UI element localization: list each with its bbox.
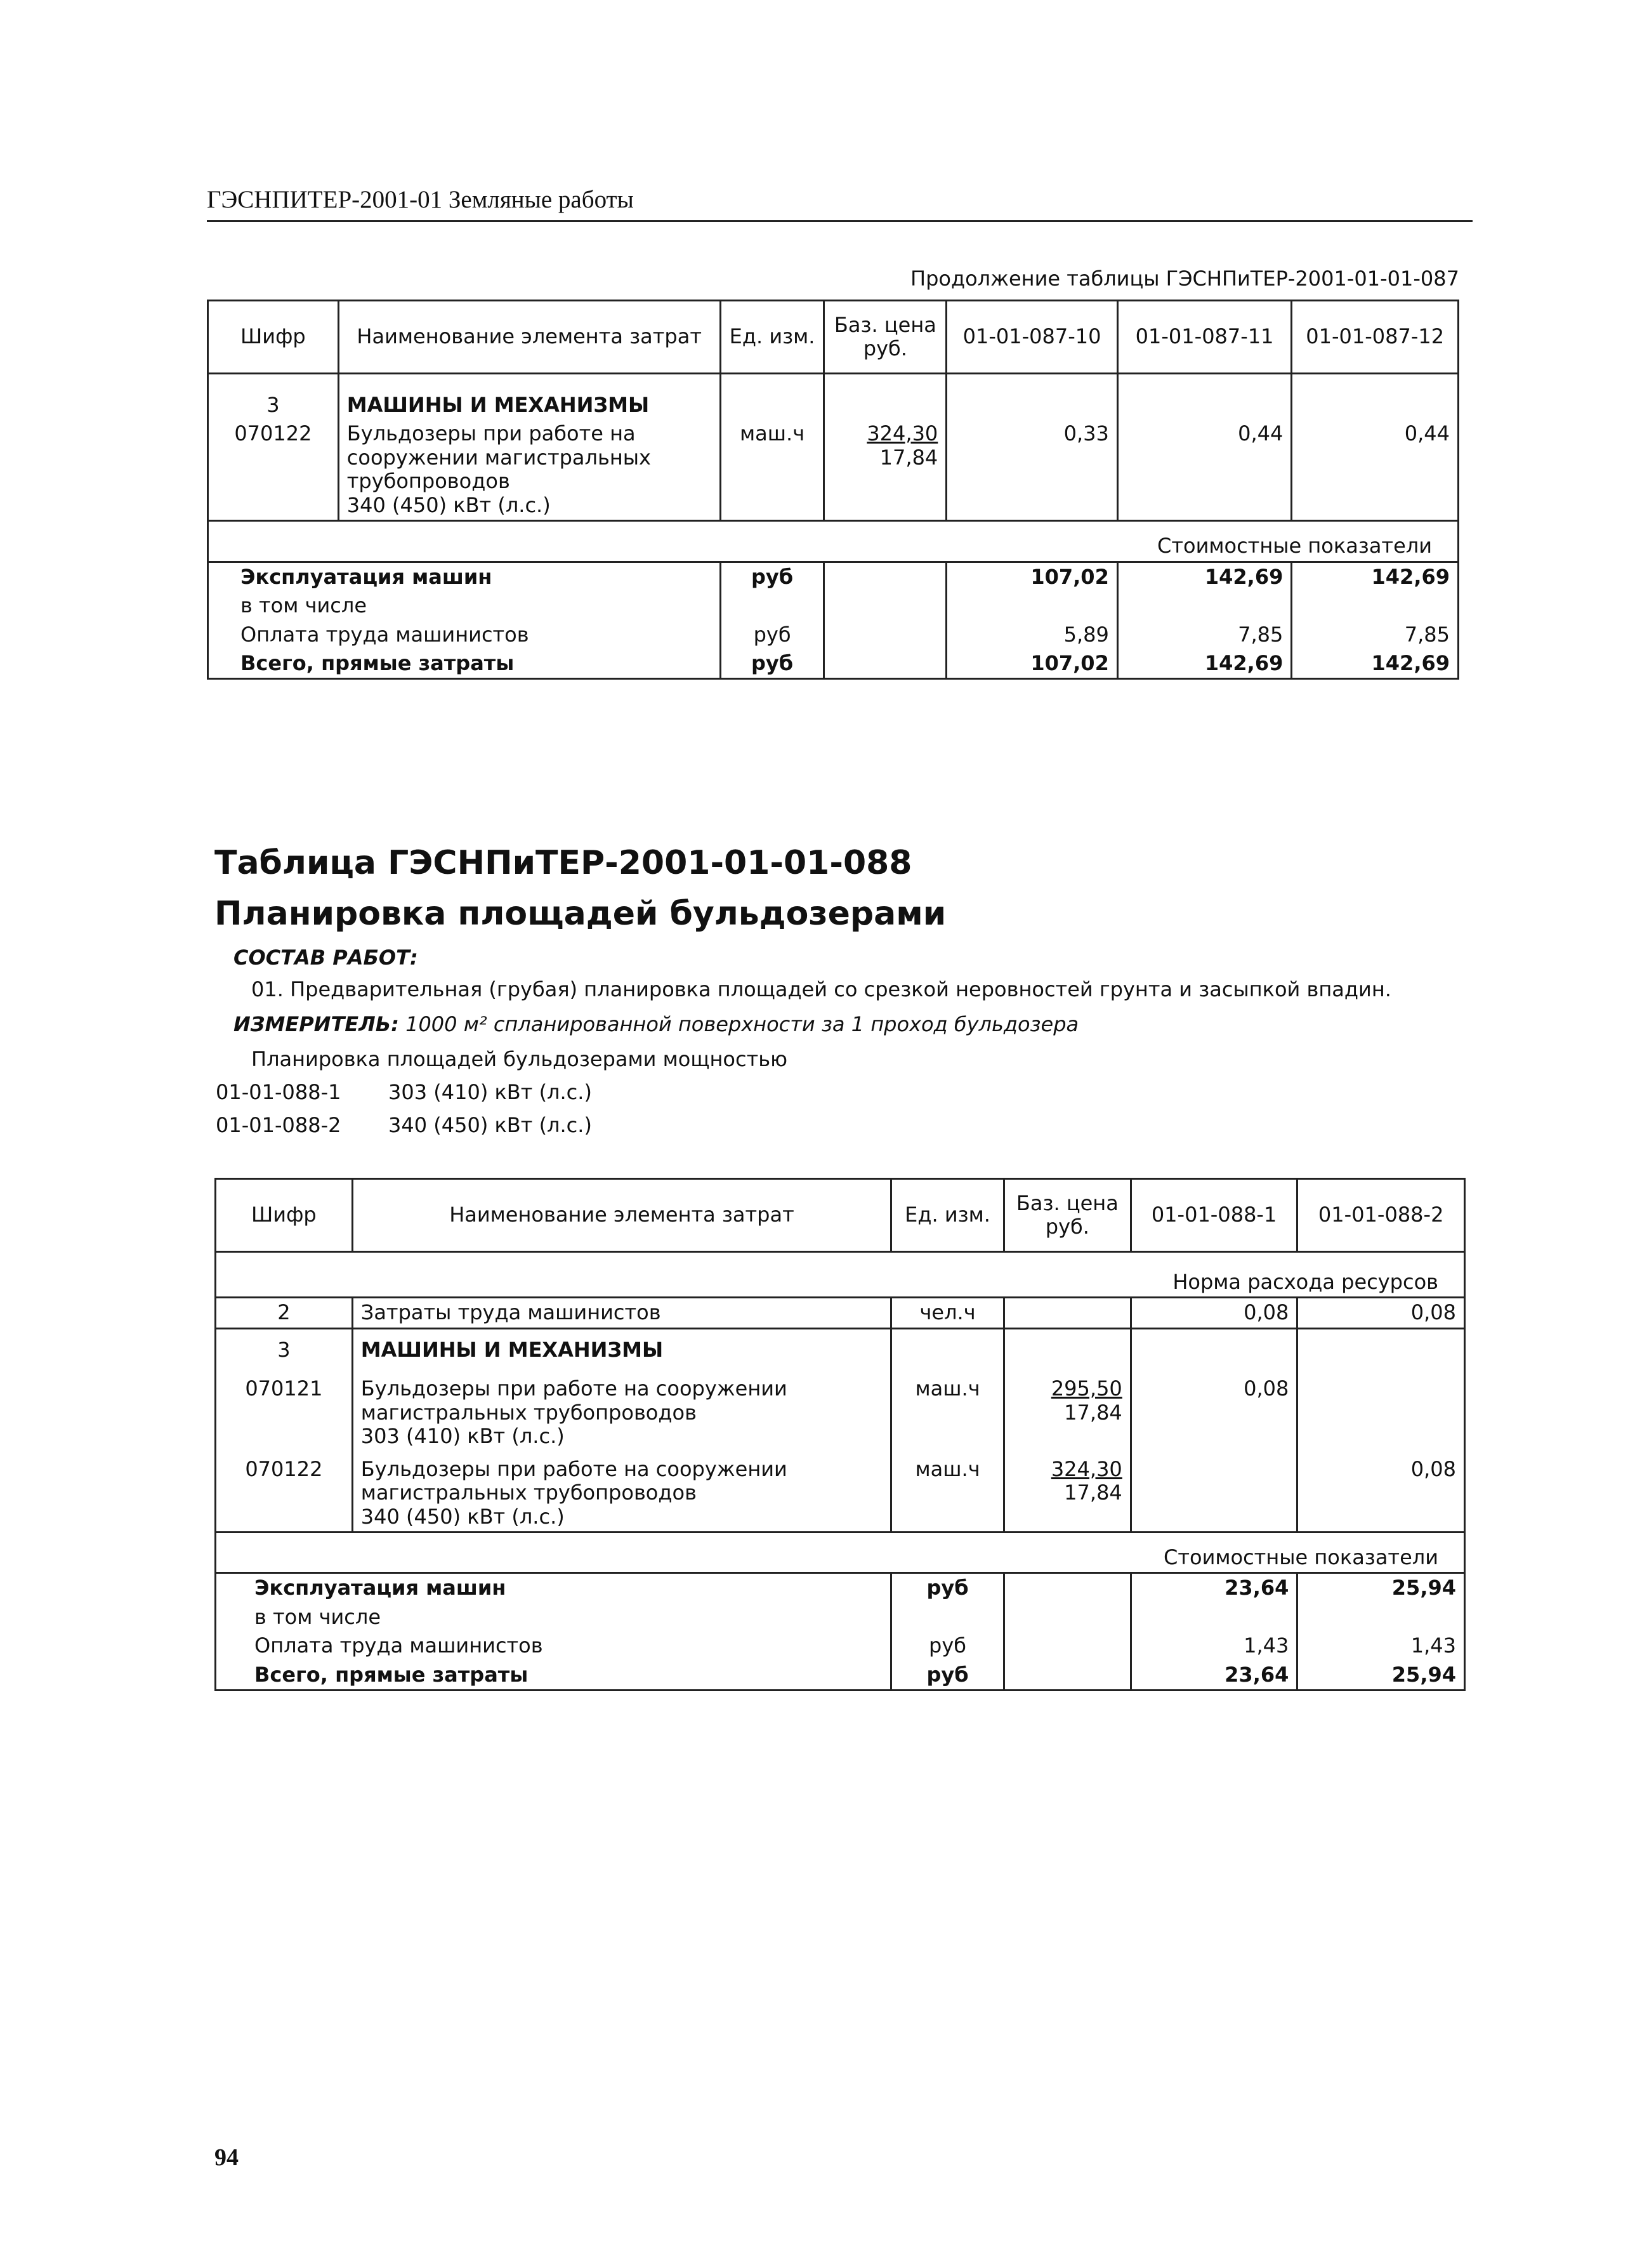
table-row [208, 419, 1459, 520]
resource-name-cell [352, 1364, 891, 1451]
cost-unit: руб [891, 1632, 1004, 1660]
column-header: Баз. цена руб. [1004, 1179, 1131, 1252]
table-continuation-caption: Продолжение таблицы ГЭСНПиТЕР-2001-01-01-087 [910, 267, 1459, 291]
section-row [208, 374, 1459, 420]
section-title: МАШИНЫ И МЕХАНИЗМЫ [352, 1328, 891, 1364]
value-cell: 0,33 [947, 419, 1118, 520]
resource-unit: маш.ч [891, 1364, 1004, 1451]
cost-value: 107,02 [947, 562, 1118, 591]
cost-label-row [208, 521, 1459, 562]
cost-indicators-label: Стоимостные показатели [216, 1532, 1465, 1572]
cost-name: в том числе [216, 1603, 891, 1632]
column-header: 01-01-087-10 [947, 301, 1118, 374]
column-header: 01-01-087-12 [1292, 301, 1459, 374]
resource-name-cell [338, 419, 720, 520]
resource-code: 070121 [216, 1364, 353, 1451]
cost-value: 1,43 [1297, 1632, 1465, 1660]
cost-value: 142,69 [1117, 649, 1292, 679]
cost-value: 142,69 [1117, 562, 1292, 591]
cost-name: Всего, прямые затраты [208, 649, 721, 679]
column-header: 01-01-088-2 [1297, 1179, 1465, 1252]
meter-text: 1000 м² спланированной поверхности за 1 проход бульдозера [405, 1012, 1079, 1036]
cost-value: 7,85 [1117, 621, 1292, 649]
value-cell: 0,08 [1297, 1298, 1465, 1328]
cost-value: 1,43 [1131, 1632, 1297, 1660]
resource-code: 070122 [216, 1451, 353, 1533]
value-cell: 0,44 [1117, 419, 1292, 520]
norm-label-row [216, 1252, 1465, 1298]
running-header: ГЭСНПИТЕР-2001-01 Земляные работы [207, 185, 1473, 222]
resource-name: Бульдозеры при работе на сооружении магистральных трубопроводов [360, 1376, 787, 1425]
resource-power: 303 (410) кВт (л.с.) [360, 1424, 565, 1449]
table-header-row [208, 301, 1459, 374]
column-header: Шифр [208, 301, 339, 374]
cost-unit: руб [891, 1661, 1004, 1691]
cost-row [216, 1632, 1465, 1660]
value-cell [1131, 1451, 1297, 1533]
resource-price-cell [1004, 1451, 1131, 1533]
resource-table-088 [214, 1178, 1466, 1691]
cost-value: 107,02 [947, 649, 1118, 679]
cost-row [208, 562, 1459, 591]
resource-name: Бульдозеры при работе на сооружении магистральных трубопроводов [346, 421, 651, 494]
resource-price: 295,50 [1051, 1376, 1122, 1401]
resource-unit: маш.ч [720, 419, 824, 520]
column-header: 01-01-087-11 [1117, 301, 1292, 374]
section-code: 3 [216, 1328, 353, 1364]
value-cell: 0,08 [1131, 1364, 1297, 1451]
cost-indicators-label: Стоимостные показатели [208, 521, 1459, 562]
column-header: Баз. цена руб. [824, 301, 947, 374]
table-subtitle: Планировка площадей бульдозерами [214, 895, 947, 933]
variant-code: 01-01-088-1 [216, 1080, 341, 1104]
meter-label: ИЗМЕРИТЕЛЬ: [233, 1012, 399, 1036]
value-cell [1297, 1364, 1465, 1451]
resource-power: 340 (450) кВт (л.с.) [360, 1504, 565, 1529]
labor-name: Затраты труда машинистов [352, 1298, 891, 1328]
column-header: Ед. изм. [720, 301, 824, 374]
cost-name: Оплата труда машинистов [208, 621, 721, 649]
cost-value: 142,69 [1292, 562, 1459, 591]
column-header: Ед. изм. [891, 1179, 1004, 1252]
resource-price-secondary: 17,84 [1064, 1400, 1122, 1425]
section-title: МАШИНЫ И МЕХАНИЗМЫ [338, 374, 720, 420]
cost-name: Оплата труда машинистов [216, 1632, 891, 1660]
table-title: Таблица ГЭСНПиТЕР-2001-01-01-088 [214, 844, 912, 882]
cost-label-row [216, 1532, 1465, 1572]
table-row [216, 1364, 1465, 1451]
work-item: 01. Предварительная (грубая) планировка площадей со срезкой неровностей грунта и засыпкой впадин. [251, 977, 1391, 1001]
resource-price-cell [1004, 1364, 1131, 1451]
column-header: Наименование элемента затрат [352, 1179, 891, 1252]
page-number: 94 [214, 2144, 239, 2171]
resource-name-cell [352, 1451, 891, 1533]
variant-text: 340 (450) кВт (л.с.) [388, 1113, 592, 1137]
value-cell: 0,08 [1131, 1298, 1297, 1328]
composition-label: СОСТАВ РАБОТ: [233, 946, 418, 970]
cost-value: 23,64 [1131, 1573, 1297, 1603]
cost-unit: руб [891, 1573, 1004, 1603]
resource-name: Бульдозеры при работе на сооружении магистральных трубопроводов [360, 1456, 787, 1505]
table-row [216, 1451, 1465, 1533]
cost-value: 25,94 [1297, 1661, 1465, 1691]
labor-unit: чел.ч [891, 1298, 1004, 1328]
resource-power: 340 (450) кВт (л.с.) [346, 492, 551, 517]
cost-name: Всего, прямые затраты [216, 1661, 891, 1691]
resource-price-secondary: 17,84 [1064, 1480, 1122, 1505]
cost-unit: руб [720, 649, 824, 679]
resource-price: 324,30 [1051, 1456, 1122, 1481]
variant-code: 01-01-088-2 [216, 1113, 341, 1137]
section-code: 3 [208, 374, 339, 420]
labor-code: 2 [216, 1298, 353, 1328]
cost-value: 7,85 [1292, 621, 1459, 649]
cost-row [216, 1661, 1465, 1691]
resource-unit: маш.ч [891, 1451, 1004, 1533]
value-cell: 0,44 [1292, 419, 1459, 520]
section-row [216, 1328, 1465, 1364]
column-header: Шифр [216, 1179, 353, 1252]
cost-row [208, 621, 1459, 649]
variant-line [216, 1113, 592, 1137]
cost-name: Эксплуатация машин [216, 1573, 891, 1603]
variants-intro: Планировка площадей бульдозерами мощностью [251, 1047, 787, 1071]
cost-row [216, 1573, 1465, 1603]
cost-unit: руб [720, 621, 824, 649]
value-cell: 0,08 [1297, 1451, 1465, 1533]
cost-value: 23,64 [1131, 1661, 1297, 1691]
cost-value: 142,69 [1292, 649, 1459, 679]
resource-code: 070122 [208, 419, 339, 520]
cost-name: Эксплуатация машин [208, 562, 721, 591]
table-header-row [216, 1179, 1465, 1252]
variant-text: 303 (410) кВт (л.с.) [388, 1080, 592, 1104]
resource-price-secondary: 17,84 [879, 445, 938, 470]
cost-row [216, 1603, 1465, 1632]
cost-unit: руб [720, 562, 824, 591]
cost-value: 5,89 [947, 621, 1118, 649]
variant-line [216, 1080, 592, 1104]
norm-label: Норма расхода ресурсов [216, 1252, 1465, 1298]
resource-price: 324,30 [867, 421, 938, 446]
labor-row [216, 1298, 1465, 1328]
cost-value: 25,94 [1297, 1573, 1465, 1603]
cost-row [208, 649, 1459, 679]
meter-line [233, 1012, 1079, 1036]
resource-table-087 [207, 300, 1459, 680]
column-header: Наименование элемента затрат [338, 301, 720, 374]
cost-name: в том числе [208, 591, 721, 620]
resource-price-cell [824, 419, 947, 520]
cost-row [208, 591, 1459, 620]
column-header: 01-01-088-1 [1131, 1179, 1297, 1252]
